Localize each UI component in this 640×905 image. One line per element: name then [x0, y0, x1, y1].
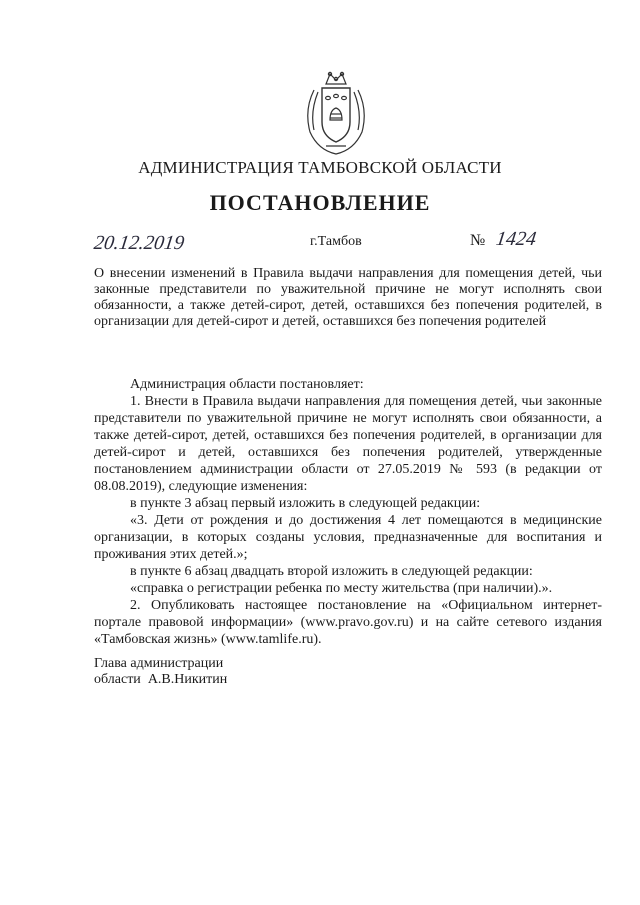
- signatory-title-line2: [94, 672, 394, 688]
- clause-1-amendment-b-text: «справка о регистрации ребенка по месту жительства (при наличии).».: [130, 581, 553, 596]
- document-number: 1424: [494, 228, 538, 250]
- signatory-name: А.В.Никитин: [147, 672, 228, 687]
- document-subject: О внесении изменений в Правила выдачи направления для помещения детей, чьи законные представители по уважительной причине не могут исполнять свои обязанности, а также детей-сирот, детей, оставшихся без попечения родителей, в организации для детей-сирот и детей, оставшихся без попечения родителей: [94, 266, 602, 329]
- clause-1-amendment-b: в пункте 6 абзац двадцать второй изложить в следующей редакции:: [130, 564, 533, 579]
- document-date: 20.12.2019: [92, 232, 186, 254]
- signatory-title-line1: Глава администрации: [94, 656, 224, 671]
- document-meta: [0, 228, 640, 258]
- document-type: ПОСТАНОВЛЕНИЕ: [209, 190, 431, 215]
- document-body: [94, 376, 602, 648]
- signature-block: [94, 656, 394, 688]
- preamble: Администрация области постановляет:: [130, 377, 364, 392]
- document-number-label: №: [470, 232, 486, 249]
- clause-1-amendment-a: в пункте 3 абзац первый изложить в следующей редакции:: [130, 496, 481, 511]
- clause-2: 2. Опубликовать настоящее постановление на «Официальном интернет-портале правовой информации» (www.pravo.gov.ru) и на сайте сетевого издания «Тамбовская жизнь» (www.tamlife.ru).: [94, 598, 602, 647]
- clause-1-amendment-a-text: «3. Дети от рождения и до достижения 4 лет помещаются в медицинские организации, в которых созданы условия, предназначенные для воспитания и проживания этих детей.»;: [94, 513, 602, 562]
- signatory-title-line2-text: области: [94, 672, 141, 687]
- document-city: г.Тамбов: [310, 234, 362, 249]
- coat-of-arms-icon: [300, 70, 372, 156]
- organization-title: АДМИНИСТРАЦИЯ ТАМБОВСКОЙ ОБЛАСТИ: [138, 158, 502, 177]
- clause-1: 1. Внести в Правила выдачи направления для помещения детей, чьи законные представители по уважительной причине не могут исполнять свои обязанности, а также детей-сирот, детей, оставшихся без попечения родителей, в организации для детей-сирот и детей, оставшихся без попечения родителей, утвержденные постановлением администрации области от 27.05.2019 № 593 (в редакции от 08.08.2019), следующие изменения:: [94, 394, 602, 494]
